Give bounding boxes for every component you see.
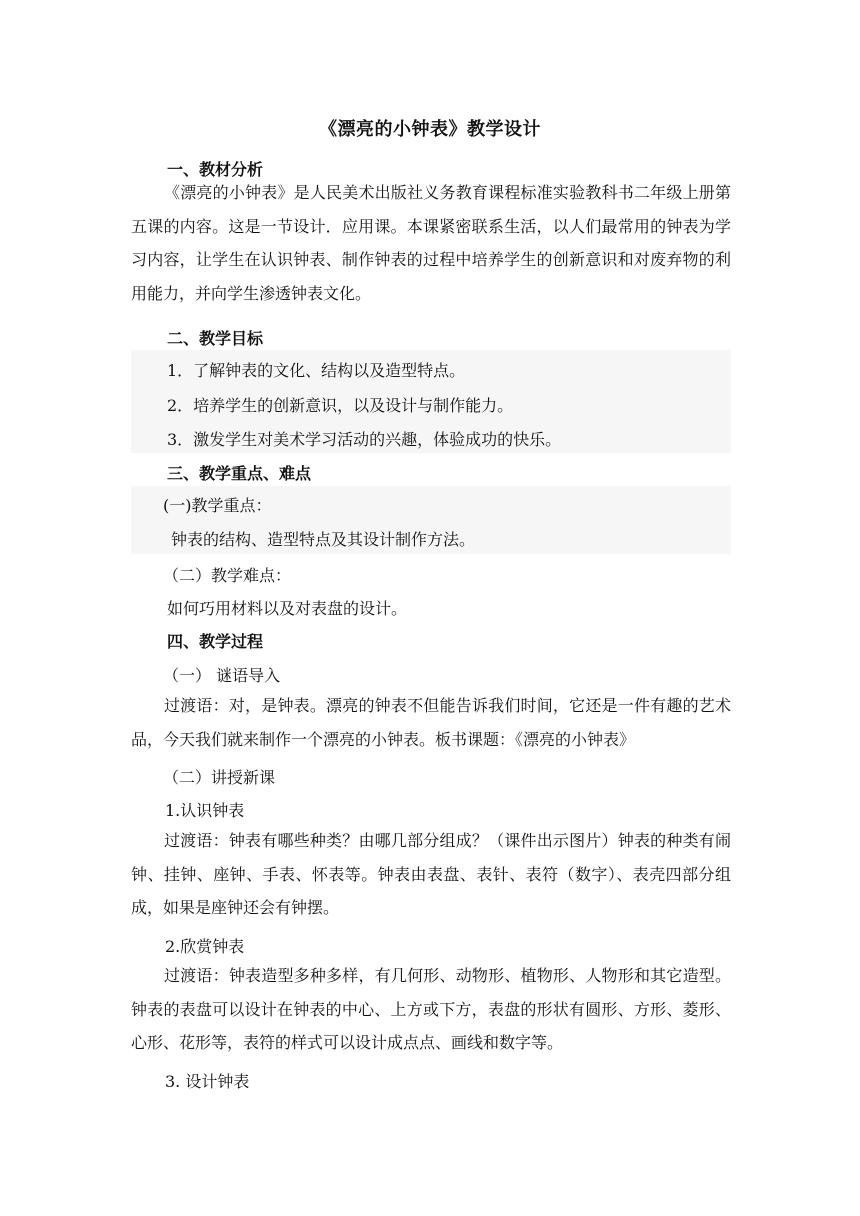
section-heading-teaching-goals: 二、教学目标 (167, 329, 264, 348)
goal-item-1: 1．了解钟表的文化、结构以及造型特点。 (167, 361, 466, 380)
difficulty-text: 如何巧用材料以及对表盘的设计。 (167, 599, 408, 618)
document-title: 《漂亮的小钟表》教学设计 (319, 119, 541, 140)
sub2-label: 2.欣赏钟表 (165, 937, 245, 956)
step1-paragraph: 过渡语：对，是钟表。漂亮的钟表不但能告诉我们时间，它还是一件有趣的艺术品，今天我们就来制作一个漂亮的小钟表。板书课题：《漂亮的小钟表》 (131, 696, 731, 749)
section-heading-teaching-process: 四、教学过程 (167, 632, 264, 651)
sub2-paragraph: 过渡语：钟表造型多种多样，有几何形、动物形、植物形、人物形和其它造型。钟表的表盘可以设计在钟表的中心、上方或下方，表盘的形状有圆形、方形、菱形、心形、花形等，表符的样式可以设计成点点、画线和数字等。 (131, 966, 731, 1052)
sub3-label: 3. 设计钟表 (165, 1072, 250, 1091)
goal-item-3: 3．激发学生对美术学习活动的兴趣，体验成功的快乐。 (167, 430, 562, 449)
focus-label: (一)教学重点： (163, 496, 272, 515)
focus-text: 钟表的结构、造型特点及其设计制作方法。 (171, 530, 476, 549)
sub1-label: 1.认识钟表 (165, 801, 245, 820)
textbook-analysis-paragraph: 《漂亮的小钟表》是人民美术出版社义务教育课程标准实验教科书二年级上册第五课的内容。这是一节设计．应用课。本课紧密联系生活，以人们最常用的钟表为学习内容，让学生在认识钟表、制作钟表的过程中培养学生的创新意识和对废弃物的利用能力，并向学生渗透钟表文化。 (131, 183, 731, 303)
step2-label: （二）讲授新课 (163, 768, 276, 787)
sub1-paragraph: 过渡语：钟表有哪些种类？由哪几部分组成？（课件出示图片）钟表的种类有闹钟、挂钟、座钟、手表、怀表等。钟表由表盘、表针、表符（数字）、表壳四部分组成，如果是座钟还会有钟摆。 (131, 831, 731, 917)
goal-item-2: 2．培养学生的创新意识，以及设计与制作能力。 (167, 396, 514, 415)
section-heading-textbook-analysis: 一、教材分析 (167, 160, 264, 179)
difficulty-label: （二）教学难点： (163, 566, 292, 585)
step1-label: （一） 谜语导入 (163, 666, 281, 685)
section-heading-key-points: 三、教学重点、难点 (167, 464, 312, 483)
